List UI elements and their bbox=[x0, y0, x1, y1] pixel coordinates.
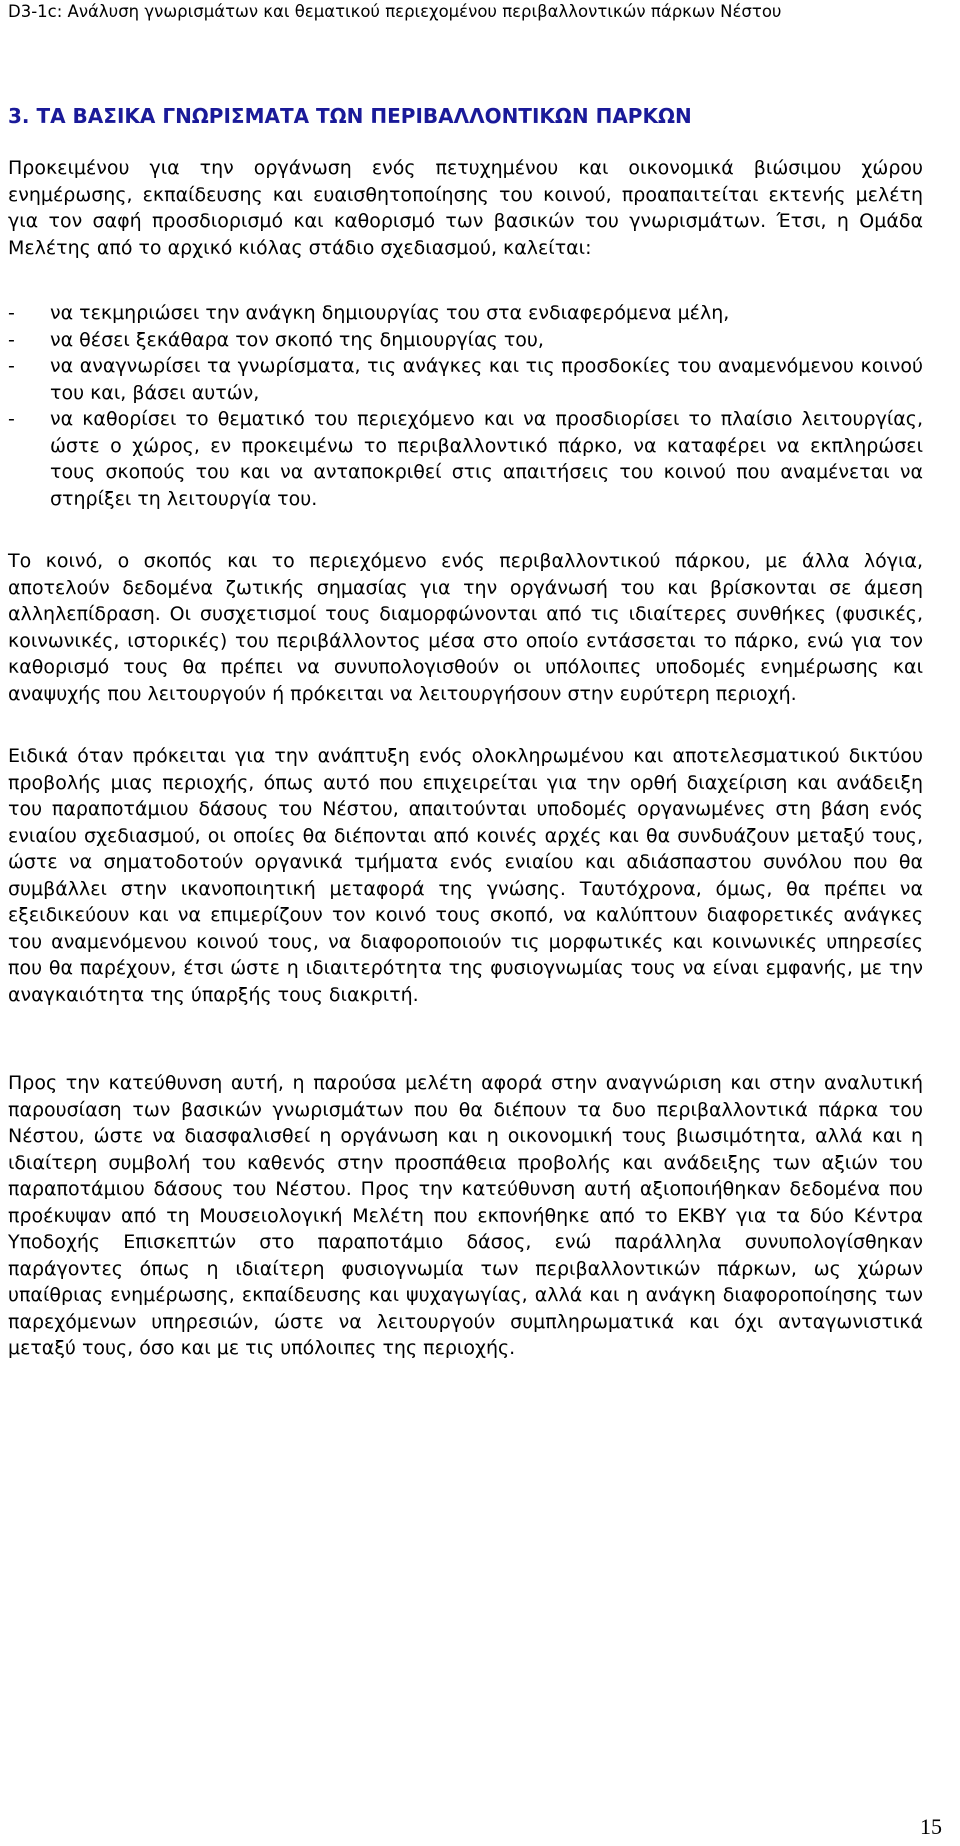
list-item bbox=[8, 327, 923, 354]
list-dash: - bbox=[8, 302, 15, 324]
list-dash: - bbox=[8, 328, 15, 351]
list-item-text: να αναγνωρίσει τα γνωρίσματα, τις ανάγκες και τις προσδοκίες του αναμενόμενου κοινού του και, βάσει αυτών, bbox=[50, 355, 923, 404]
section-title: 3. ΤΑ ΒΑΣΙΚΑ ΓΝΩΡΙΣΜΑΤΑ ΤΩΝ ΠΕΡΙΒΑΛΛΟΝΤΙΚΩΝ ΠΑΡΚΩΝ bbox=[8, 104, 692, 128]
tasks-list bbox=[8, 300, 923, 512]
list-item-text: να καθορίσει το θεματικό του περιεχόμενο και να προσδιορίσει το πλαίσιο λειτουργίας, ώστε ο χώρος, εν προκειμένω το περιβαλλοντικό πάρκο, να καταφέρει να εκπληρώσει τους σκοπούς του και να ανταποκριθεί στις απαιτήσεις του κοινού που αναμένεται να στηρίξει τη λειτουργία του. bbox=[50, 408, 923, 510]
list-dash: - bbox=[8, 408, 15, 430]
paragraph-study-scope: Προς την κατεύθυνση αυτή, η παρούσα μελέτη αφορά στην αναγνώριση και στην αναλυτική παρουσίαση των βασικών γνωρισμάτων που θα διέπουν τα δυο περιβαλλοντικά πάρκα του Νέστου, ώστε να διασφαλισθεί η οργάνωση και η οικονομική τους βιωσιμότητα, αλλά και η ιδιαίτερη συμβολή του καθενός στην προσπάθεια προβολής και ανάδειξης των αξιών του παραποτάμιου δάσους του Νέστου. Προς την κατεύθυνση αυτή αξιοποιήθηκαν δεδομένα που προέκυψαν από τη Μουσειολογική Μελέτη που εκπονήθηκε από το ΕΚΒΥ για τα δύο Κέντρα Υποδοχής Επισκεπτών στο παραποτάμιο δάσος, ενώ παράλληλα συνυπολογίσθηκαν παράγοντες όπως η ιδιαίτερη φυσιογνωμία των περιβαλλοντικών πάρκων, ως χώρων υπαίθριας ενημέρωσης, εκπαίδευσης και ψυχαγωγίας, αλλά και η ανάγκη διαφοροποίησης των παρεχόμενων υπηρεσιών, ώστε να λειτουργούν συμπληρωματικά και όχι ανταγωνιστικά μεταξύ τους, όσο και με τις υπόλοιπες της περιοχής. bbox=[8, 1072, 923, 1359]
list-item-text: να θέσει ξεκάθαρα τον σκοπό της δημιουργίας του, bbox=[50, 328, 544, 351]
intro-lead-in: Έτσι, η Ομάδα Μελέτης από το αρχικό κιόλας στάδιο σχεδιασμού, καλείται: bbox=[8, 210, 923, 259]
list-item bbox=[8, 353, 923, 406]
paragraph-network: Ειδικά όταν πρόκειται για την ανάπτυξη ενός ολοκληρωμένου και αποτελεσματικού δικτύου προβολής μιας περιοχής, όπως αυτό που επιχειρείται για την ορθή διαχείριση και ανάδειξη του παραποτάμιου δάσους του Νέστου, απαιτούνται υποδομές οργανωμένες στη βάση ενός ενιαίου σχεδιασμού, οι οποίες θα διέπονται από κοινές αρχές και θα συνδυάζουν μεταξύ τους, ώστε να σηματοδοτούν οργανικά τμήματα ενός ενιαίου και αδιάσπαστου συνόλου που θα συμβάλλει στην ικανοποιητική μεταφορά της γνώσης. Ταυτόχρονα, όμως, θα πρέπει να εξειδικεύουν και να επιμερίζουν τον κοινό τους σκοπό, να καλύπτουν διαφορετικές ανάγκες του αναμενόμενου κοινού τους, να διαφοροποιούν τις μορφωτικές και κοινωνικές υπηρεσίες που θα παρέχουν, έτσι ώστε η ιδιαιτερότητα της φυσιογνωμίας τους να είναι εμφανής, με την αναγκαιότητα της ύπαρξής τους διακριτή. bbox=[8, 745, 923, 1006]
list-item bbox=[8, 300, 923, 327]
list-item-text: να τεκμηριώσει την ανάγκη δημιουργίας του στα ενδιαφερόμενα μέλη, bbox=[50, 302, 730, 324]
intro-paragraph bbox=[8, 155, 923, 261]
paragraph-audience-purpose: Το κοινό, ο σκοπός και το περιεχόμενο ενός περιβαλλοντικού πάρκου, με άλλα λόγια, αποτελούν δεδομένα ζωτικής σημασίας για την οργάνωσή του και βρίσκονται σε άμεση αλληλεπίδραση. Οι συσχετισμοί τους διαμορφώνονται από τις ιδιαίτερες συνθήκες (φυσικές, κοινωνικές, ιστορικές) του περιβάλλοντος μέσα στο οποίο εντάσσεται το πάρκο, ενώ για τον καθορισμό τους θα πρέπει να συνυπολογισθούν οι υπόλοιπες υποδομές ενημέρωσης και αναψυχής που λειτουργούν ή πρόκειται να λειτουργήσουν στην ευρύτερη περιοχή. bbox=[8, 550, 923, 705]
list-dash: - bbox=[8, 355, 15, 377]
intro-text: Προκειμένου για την οργάνωση ενός πετυχημένου και οικονομικά βιώσιμου χώρου ενημέρωσης, εκπαίδευσης και ευαισθητοποίησης του κοινού, προαπαιτείται εκτενής μελέτη για τον σαφή προσδιορισμό και καθορισμό των βασικών του γνωρισμάτων. bbox=[8, 157, 923, 232]
running-header: D3-1c: Ανάλυση γνωρισμάτων και θεματικού περιεχομένου περιβαλλοντικών πάρκων Νέστου bbox=[8, 2, 782, 21]
page-number: 15 bbox=[920, 1814, 942, 1839]
list-item bbox=[8, 406, 923, 512]
